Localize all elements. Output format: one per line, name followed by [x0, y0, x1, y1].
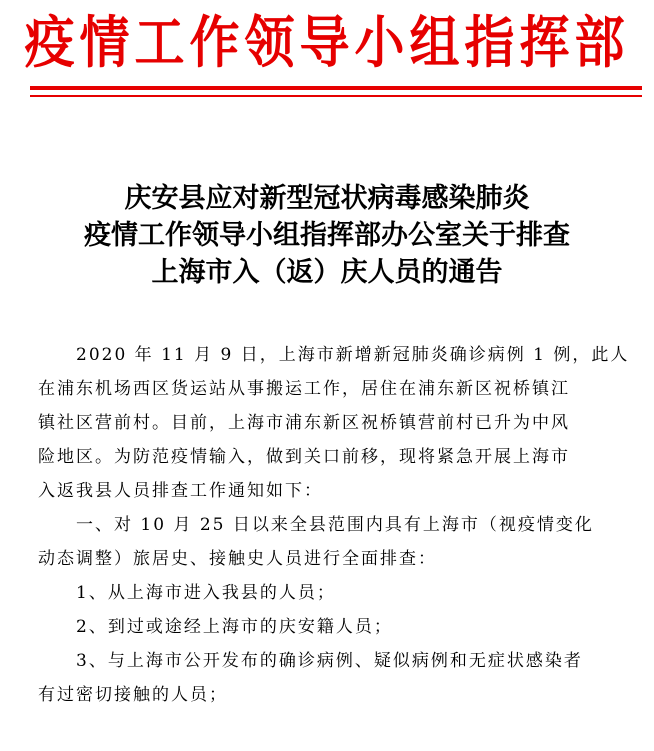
notice-title: [0, 180, 654, 291]
letterhead-divider-thin: [30, 95, 642, 97]
letterhead-title: 疫情工作领导小组指挥部: [24, 9, 630, 76]
notice-title-line: 疫情工作领导小组指挥部办公室关于排查: [84, 220, 570, 251]
body-line: 一、对 10 月 25 日以来全县范围内具有上海市（视疫情变化: [76, 515, 594, 535]
letterhead-divider-thick: [30, 86, 642, 90]
body-line: 3、与上海市公开发布的确诊病例、疑似病例和无症状感染者: [76, 651, 583, 671]
body-line: 镇社区营前村。目前，上海市浦东新区祝桥镇营前村已升为中风: [38, 413, 570, 433]
body-line: 在浦东机场西区货运站从事搬运工作，居住在浦东新区祝桥镇江: [38, 379, 570, 399]
body-line: 1、从上海市进入我县的人员；: [76, 583, 336, 603]
body-line: 2020 年 11 月 9 日，上海市新增新冠肺炎确诊病例 1 例，此人: [76, 345, 630, 365]
body-line: 险地区。为防范疫情输入，做到关口前移，现将紧急开展上海市: [38, 447, 570, 467]
notice-title-line: 庆安县应对新型冠状病毒感染肺炎: [124, 183, 530, 214]
body-line: 有过密切接触的人员；: [38, 685, 228, 705]
notice-body: [38, 338, 638, 712]
notice-title-line: 上海市入（返）庆人员的通告: [151, 257, 503, 288]
body-line: 2、到过或途经上海市的庆安籍人员；: [76, 617, 393, 637]
body-line: 入返我县人员排查工作通知如下：: [38, 481, 323, 501]
body-line: 动态调整）旅居史、接触史人员进行全面排查：: [38, 549, 437, 569]
